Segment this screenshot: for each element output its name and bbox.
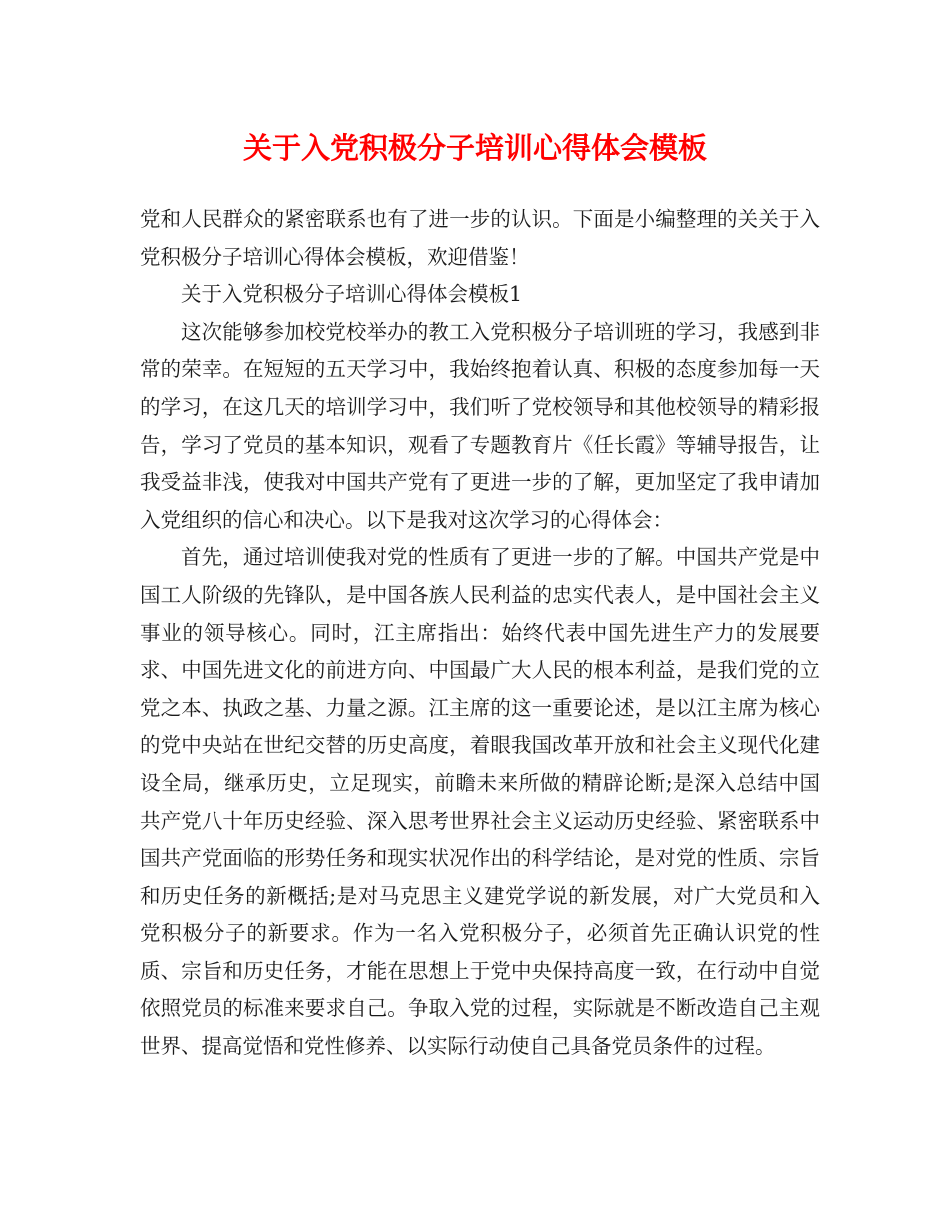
paragraph-subheading: 关于入党积极分子培训心得体会模板1 (181, 282, 523, 307)
document-body (140, 201, 820, 1066)
document-title: 关于入党积极分子培训心得体会模板 (242, 131, 707, 165)
paragraph-body: 这次能够参加校党校举办的教工入党积极分子培训班的学习，我感到非常的荣幸。在短短的五天学习中，我始终抱着认真、积极的态度参加每一天的学习，在这几天的培训学习中，我们听了党校领导和其他校领导的精彩报告，学习了党员的基本知识，观看了专题教育片《任长霞》等辅导报告，让我受益非浅，使我对中国共产党有了更进一步的了解，更加坚定了我申请加入党组织的信心和决心。以下是我对这次学习的心得体会： (140, 319, 820, 532)
paragraph-body: 首先，通过培训使我对党的性质有了更进一步的了解。中国共产党是中国工人阶级的先锋队，是中国各族人民利益的忠实代表人，是中国社会主义事业的领导核心。同时，江主席指出：始终代表中国先进生产力的发展要求、中国先进文化的前进方向、中国最广大人民的根本利益，是我们党的立党之本、执政之基、力量之源。江主席的这一重要论述，是以江主席为核心的党中央站在世纪交替的历史高度，着眼我国改革开放和社会主义现代化建设全局，继承历史，立足现实，前瞻未来所做的精辟论断;是深入总结中国共产党八十年历史经验、深入思考世界社会主义运动历史经验、紧密联系中国共产党面临的形势任务和现实状况作出的科学结论，是对党的性质、宗旨和历史任务的新概括;是对马克思主义建党学说的新发展，对广大党员和入党积极分子的新要求。作为一名入党积极分子，必须首先正确认识党的性质、宗旨和历史任务，才能在思想上于党中央保持高度一致，在行动中自觉依照党员的标准来要求自己。争取入党的过程，实际就是不断改造自己主观世界、提高觉悟和党性修养、以实际行动使自己具备党员条件的过程。 (140, 545, 820, 1059)
paragraph-intro: 党和人民群众的紧密联系也有了进一步的认识。下面是小编整理的关关于入党积极分子培训心得体会模板，欢迎借鉴！ (140, 207, 820, 269)
